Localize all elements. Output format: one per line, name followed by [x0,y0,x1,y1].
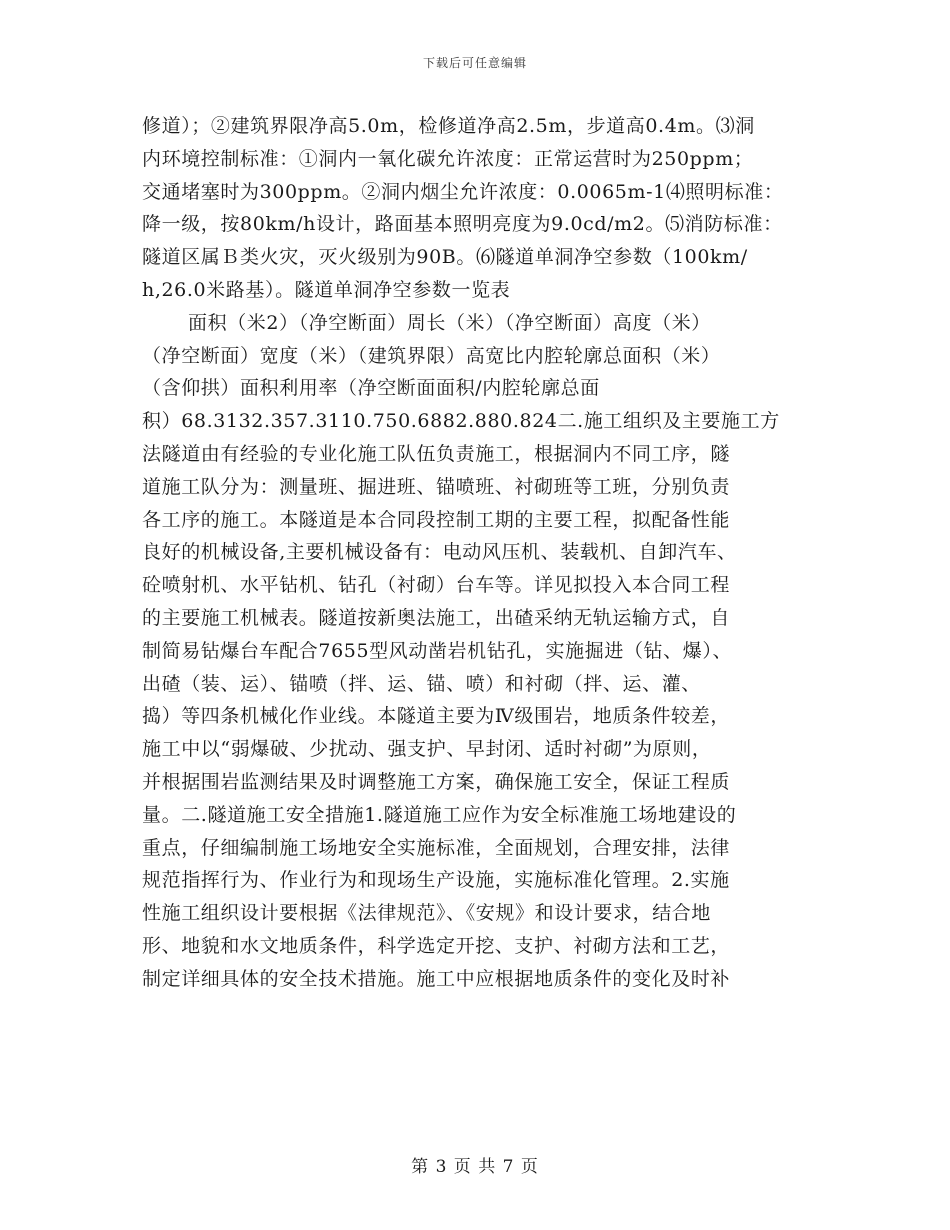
text-line: 规范指挥行为、作业行为和现场生产设施，实施标准化管理。2.实施 [142,869,730,892]
text-line: 道施工队分为：测量班、掘进班、锚喷班、衬砌班等工班，分别负责 [142,475,731,498]
page-number-footer: 第 3 页 共 7 页 [411,1157,539,1177]
text-line: 法隧道由有经验的专业化施工队伍负责施工，根据洞内不同工序，隧 [142,442,731,465]
text-line: 砼喷射机、水平钻机、钻孔（衬砌）台车等。详见拟投入本合同工程 [142,574,731,597]
text-line: h,26.0米路基）。隧道单洞净空参数一览表 [142,278,511,301]
page-header-note: 下载后可任意编辑 [422,56,527,70]
text-line: 形、地貌和水文地质条件，科学选定开挖、支护、衬砌方法和工艺， [142,934,731,957]
text-line: （净空断面）宽度（米）（建筑界限）高宽比内腔轮廓总面积（米） [142,344,721,367]
text-line: 性施工组织设计要根据《法律规范》、《安规》和设计要求，结合地 [142,902,712,925]
text-line: 制定详细具体的安全技术措施。施工中应根据地质条件的变化及时补 [142,967,731,990]
text-line: 降一级，按80km/h设计，路面基本照明亮度为9.0cd/m2。⑸消防标准： [142,213,783,236]
text-line: 内环境控制标准：①洞内一氧化碳允许浓度：正常运营时为250ppm； [142,147,754,170]
text-line: 修道）；②建筑界限净高5.0m，检修道净高2.5m，步道高0.4m。⑶洞 [142,115,755,137]
text-line: 良好的机械设备,主要机械设备有：电动风压机、装载机、自卸汽车、 [142,541,737,564]
text-line: 各工序的施工。本隧道是本合同段控制工期的主要工程，拟配备性能 [142,508,731,531]
text-line: 出碴（装、运）、锚喷（拌、运、锚、喷）和衬砌（拌、运、灌、 [142,672,701,695]
text-line: 隧道区属Ｂ类火灾，灭火级别为90B。⑹隧道单洞净空参数（100km/ [142,246,748,269]
text-line: 量。二.隧道施工安全措施1.隧道施工应作为安全标准施工场地建设的 [142,803,737,826]
text-line: 面积（米2）（净空断面）周长（米）（净空断面）高度（米） [188,311,711,334]
text-line: 制简易钻爆台车配合7655型风动凿岩机钻孔，实施掘进（钻、爆）、 [142,639,733,662]
document-body [142,110,814,996]
text-line: （含仰拱）面积利用率（净空断面面积/内腔轮廓总面 [142,377,600,400]
text-line: 交通堵塞时为300ppm。②洞内烟尘允许浓度：0.0065m-1⑷照明标准： [142,180,784,203]
text-line: 施工中以“弱爆破、少扰动、强支护、早封闭、适时衬砌”为原则， [142,738,712,761]
text-line: 并根据围岩监测结果及时调整施工方案，确保施工安全，保证工程质 [142,770,731,793]
text-line: 捣）等四条机械化作业线。本隧道主要为Ⅳ级围岩，地质条件较差， [142,705,730,728]
text-line: 重点，仔细编制施工场地安全实施标准，全面规划，合理安排，法律 [142,836,731,859]
text-line: 积）68.3132.357.3110.750.6882.880.824二.施工组织及主要施工方 [142,410,780,433]
text-line: 的主要施工机械表。隧道按新奥法施工，出碴采纳无轨运输方式，自 [142,606,731,629]
